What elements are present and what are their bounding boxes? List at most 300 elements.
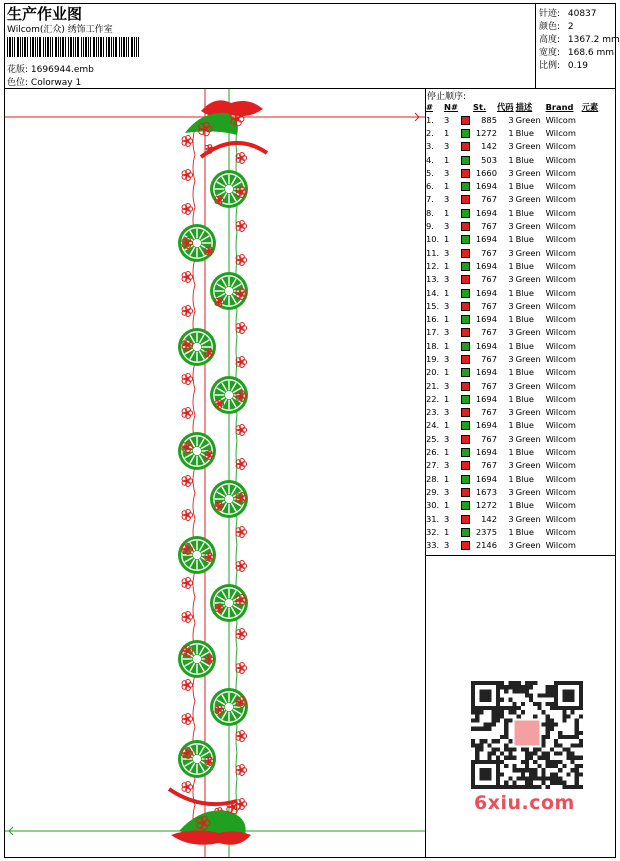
flower-center <box>239 666 243 670</box>
row-index: 26. <box>426 447 440 458</box>
row-description: Green <box>515 513 541 524</box>
qr-module <box>521 776 525 780</box>
qr-module <box>546 685 550 689</box>
row-brand: Wilcom <box>545 513 576 524</box>
qr-module <box>575 772 579 776</box>
qr-module <box>483 727 487 731</box>
qr-module <box>504 764 508 768</box>
qr-module <box>475 752 479 756</box>
qr-module <box>504 781 508 785</box>
row-description: Blue <box>515 314 534 325</box>
qr-module <box>533 752 537 756</box>
row-swatch <box>461 286 473 299</box>
qr-module <box>542 781 546 785</box>
barcode-bar <box>121 37 122 57</box>
qr-module <box>504 723 508 727</box>
color-swatch <box>461 488 470 497</box>
row-description: Green <box>515 274 541 285</box>
row-code: 3 <box>508 460 514 471</box>
row-element <box>582 379 610 392</box>
row-needle: 3 <box>444 167 450 178</box>
row-stitches: 767 <box>481 300 497 311</box>
row-description: Blue <box>515 340 534 351</box>
barcode-bar <box>47 37 49 57</box>
row-stitches: 1694 <box>475 207 497 218</box>
flower-center <box>185 139 189 143</box>
col-stitches: St. <box>473 101 487 112</box>
row-index: 13. <box>426 274 440 285</box>
qr-module <box>479 747 483 751</box>
qr-module <box>500 710 504 714</box>
flower-center <box>185 683 189 687</box>
qr-module <box>508 698 512 702</box>
flower-center <box>185 207 189 211</box>
barcode-bar <box>136 37 137 57</box>
row-code: 3 <box>508 540 514 551</box>
spec-label: 比例: <box>539 61 561 71</box>
qr-module <box>542 743 546 747</box>
row-stitches: 503 <box>481 154 497 165</box>
qr-module <box>533 681 537 685</box>
row-stitches: 142 <box>481 141 497 152</box>
row-stitches: 1673 <box>475 486 497 497</box>
row-element <box>582 512 610 525</box>
row-description: Green <box>515 167 541 178</box>
row-swatch <box>461 273 473 286</box>
qr-module <box>562 710 566 714</box>
qr-module <box>550 764 554 768</box>
page-title: 生产作业图 <box>7 5 83 23</box>
qr-module <box>529 776 533 780</box>
qr-module <box>512 689 516 693</box>
barcode-bar <box>138 37 139 57</box>
flower-center <box>185 547 189 551</box>
barcode-bar <box>75 37 76 57</box>
row-brand: Wilcom <box>545 353 576 364</box>
row-code: 3 <box>508 407 514 418</box>
row-code: 1 <box>508 314 514 325</box>
flower-center <box>185 785 189 789</box>
row-stitches: 1694 <box>475 234 497 245</box>
qr-module <box>521 689 525 693</box>
row-element <box>582 485 610 498</box>
row-brand: Wilcom <box>545 500 576 511</box>
qr-module <box>529 785 533 789</box>
qr-module <box>550 685 554 689</box>
row-element <box>582 419 610 432</box>
qr-module <box>525 752 529 756</box>
table-row <box>426 206 610 219</box>
row-swatch <box>461 419 473 432</box>
row-index: 11. <box>426 247 440 258</box>
barcode-bar <box>128 37 129 57</box>
barcode-bar <box>108 37 110 57</box>
row-swatch <box>461 406 473 419</box>
spec-value: 0.19 <box>567 61 588 71</box>
qr-module <box>550 718 554 722</box>
barcode-bar <box>126 37 127 57</box>
row-needle: 1 <box>444 260 450 271</box>
barcode-bar <box>77 37 79 57</box>
qr-module <box>579 772 583 776</box>
row-index: 20. <box>426 367 440 378</box>
row-brand: Wilcom <box>545 327 576 338</box>
row-code: 3 <box>508 433 514 444</box>
row-brand: Wilcom <box>545 154 576 165</box>
barcode-bar <box>65 37 66 57</box>
qr-module <box>575 756 579 760</box>
table-row <box>426 153 610 166</box>
medallion-center <box>225 703 233 711</box>
row-stitches: 1660 <box>475 167 497 178</box>
qr-module <box>529 781 533 785</box>
qr-module <box>550 702 554 706</box>
qr-module <box>525 785 529 789</box>
qr-module <box>529 752 533 756</box>
row-index: 9. <box>426 221 434 232</box>
color-swatch <box>461 315 470 324</box>
table-row <box>426 273 610 286</box>
medallion-center <box>193 343 201 351</box>
qr-finder-core <box>479 768 491 780</box>
row-code: 3 <box>508 353 514 364</box>
qr-module <box>546 760 550 764</box>
flower-center <box>185 377 189 381</box>
flower-center <box>239 496 243 500</box>
flower-center <box>207 249 210 252</box>
qr-module <box>471 727 475 731</box>
qr-module <box>566 772 570 776</box>
row-brand: Wilcom <box>545 407 576 418</box>
qr-module <box>525 689 529 693</box>
qr-module <box>550 747 554 751</box>
qr-module <box>575 723 579 727</box>
row-needle: 3 <box>444 194 450 205</box>
qr-module <box>475 718 479 722</box>
row-code: 1 <box>508 260 514 271</box>
color-swatch <box>461 142 470 151</box>
row-code: 1 <box>508 234 514 245</box>
qr-module <box>579 764 583 768</box>
col-code: 代码 <box>497 101 514 112</box>
row-stitches: 767 <box>481 407 497 418</box>
qr-module <box>542 739 546 743</box>
qr-module <box>488 727 492 731</box>
flower-center <box>239 462 243 466</box>
row-element <box>582 392 610 405</box>
row-stitches: 767 <box>481 353 497 364</box>
row-element <box>582 126 610 139</box>
row-index: 28. <box>426 473 440 484</box>
qr-module <box>504 735 508 739</box>
qr-module <box>575 727 579 731</box>
qr-module <box>575 764 579 768</box>
color-swatch <box>461 235 470 244</box>
flower-center <box>185 513 189 517</box>
qr-code <box>471 681 583 789</box>
flower-center <box>207 351 210 354</box>
colorway-name: Colorway 1 <box>30 78 82 88</box>
flower-center <box>185 343 189 347</box>
qr-module <box>508 752 512 756</box>
qr-module <box>550 776 554 780</box>
qr-module <box>566 752 570 756</box>
row-code: 1 <box>508 473 514 484</box>
row-element <box>582 113 610 126</box>
row-element <box>582 206 610 219</box>
qr-module <box>542 694 546 698</box>
qr-module <box>529 698 533 702</box>
flower-center <box>207 555 210 558</box>
barcode-bar <box>88 37 89 57</box>
embroidery-design-preview <box>5 89 425 857</box>
qr-module <box>483 739 487 743</box>
row-needle: 1 <box>444 393 450 404</box>
qr-module <box>579 739 583 743</box>
row-stitches: 767 <box>481 247 497 258</box>
spec-label: 颜色: <box>539 22 561 32</box>
color-swatch <box>461 408 470 417</box>
qr-module <box>512 685 516 689</box>
row-stitches: 1694 <box>475 393 497 404</box>
flower-center <box>207 657 210 660</box>
row-stitches: 1694 <box>475 340 497 351</box>
row-element <box>582 140 610 153</box>
vine-stem <box>236 129 237 831</box>
row-brand: Wilcom <box>545 221 576 232</box>
qr-module <box>488 723 492 727</box>
row-swatch <box>461 299 473 312</box>
table-row <box>426 326 610 339</box>
color-swatch <box>461 421 470 430</box>
row-index: 1. <box>426 114 434 125</box>
row-description: Blue <box>515 447 534 458</box>
row-swatch <box>461 166 473 179</box>
flower-center <box>201 821 206 826</box>
row-stitches: 767 <box>481 380 497 391</box>
qr-module <box>521 747 525 751</box>
flower-center <box>185 309 189 313</box>
qr-module <box>546 785 550 789</box>
row-stitches: 1694 <box>475 367 497 378</box>
qr-module <box>521 685 525 689</box>
qr-module <box>537 706 541 710</box>
row-swatch <box>461 179 473 192</box>
row-brand: Wilcom <box>545 433 576 444</box>
spec-width <box>539 45 614 58</box>
qr-module <box>550 772 554 776</box>
qr-module <box>500 752 504 756</box>
qr-module <box>558 731 562 735</box>
color-swatch <box>461 448 470 457</box>
row-code: 3 <box>508 114 514 125</box>
qr-module <box>496 739 500 743</box>
spec-divider <box>535 3 536 88</box>
color-swatch <box>461 342 470 351</box>
qr-module <box>566 735 570 739</box>
spec-label: 针迹: <box>539 9 561 19</box>
row-needle: 1 <box>444 207 450 218</box>
table-row <box>426 259 610 272</box>
table-row <box>426 193 610 206</box>
row-stitches: 1272 <box>475 500 497 511</box>
row-brand: Wilcom <box>545 540 576 551</box>
qr-module <box>525 747 529 751</box>
row-stitches: 767 <box>481 274 497 285</box>
qr-module <box>546 702 550 706</box>
qr-module <box>492 747 496 751</box>
qr-module <box>504 731 508 735</box>
barcode-bar <box>12 37 13 57</box>
table-row <box>426 126 610 139</box>
row-stitches: 1272 <box>475 127 497 138</box>
qr-module <box>512 781 516 785</box>
qr-module <box>521 710 525 714</box>
row-needle: 3 <box>444 486 450 497</box>
row-description: Blue <box>515 526 534 537</box>
qr-module <box>492 739 496 743</box>
barcode-bar <box>70 37 72 57</box>
qr-module <box>550 781 554 785</box>
qr-module <box>508 706 512 710</box>
table-row <box>426 312 610 325</box>
row-swatch <box>461 140 473 153</box>
flower-center <box>217 504 220 507</box>
flower-center <box>185 649 189 653</box>
row-index: 7. <box>426 194 434 205</box>
row-brand: Wilcom <box>545 473 576 484</box>
row-index: 30. <box>426 500 440 511</box>
row-description: Blue <box>515 154 534 165</box>
row-index: 21. <box>426 380 440 391</box>
qr-module <box>537 694 541 698</box>
row-brand: Wilcom <box>545 287 576 298</box>
qr-module <box>517 689 521 693</box>
spec-label: 宽度: <box>539 48 561 58</box>
row-stitches: 1694 <box>475 473 497 484</box>
row-brand: Wilcom <box>545 167 576 178</box>
barcode-bar <box>37 37 38 57</box>
row-index: 14. <box>426 287 440 298</box>
qr-module <box>579 714 583 718</box>
row-swatch <box>461 153 473 166</box>
table-header-row <box>426 100 610 113</box>
row-description: Blue <box>515 260 534 271</box>
row-stitches: 1694 <box>475 447 497 458</box>
color-swatch <box>461 541 470 550</box>
color-swatch <box>461 395 470 404</box>
col-description: 描述 <box>515 101 533 112</box>
qr-module <box>512 756 516 760</box>
qr-module <box>504 685 508 689</box>
row-needle: 1 <box>444 154 450 165</box>
qr-module <box>566 714 570 718</box>
qr-module <box>475 710 479 714</box>
row-brand: Wilcom <box>545 393 576 404</box>
qr-module <box>542 756 546 760</box>
row-element <box>582 166 610 179</box>
qr-module <box>546 694 550 698</box>
qr-module <box>500 681 504 685</box>
row-description: Blue <box>515 207 534 218</box>
qr-module <box>488 752 492 756</box>
row-description: Blue <box>515 367 534 378</box>
row-swatch <box>461 539 473 552</box>
qr-module <box>508 776 512 780</box>
row-element <box>582 539 610 552</box>
qr-module <box>554 764 558 768</box>
row-swatch <box>461 392 473 405</box>
table-row <box>426 539 610 552</box>
row-swatch <box>461 259 473 272</box>
qr-module <box>521 785 525 789</box>
qr-module <box>537 702 541 706</box>
qr-module <box>500 785 504 789</box>
company-name: Wilcom(汇众) 绣饰工作室 <box>7 25 113 35</box>
row-index: 4. <box>426 154 434 165</box>
row-element <box>582 432 610 445</box>
spec-label: 高度: <box>539 35 561 45</box>
spec-value: 40837 <box>567 9 597 19</box>
qr-module <box>550 694 554 698</box>
barcode-bar <box>83 37 84 57</box>
col-element: 元素 <box>581 101 599 112</box>
row-swatch <box>461 472 473 485</box>
medallion-center <box>193 447 201 455</box>
qr-module <box>508 739 512 743</box>
qr-module <box>504 706 508 710</box>
qr-module <box>533 760 537 764</box>
medallion-center <box>225 185 233 193</box>
row-brand: Wilcom <box>545 274 576 285</box>
barcode-bar <box>90 37 91 57</box>
row-swatch <box>461 326 473 339</box>
table-row <box>426 445 610 458</box>
flower-center <box>185 581 189 585</box>
stops-title: 停止顺序: <box>427 92 467 102</box>
barcode-bar <box>30 37 31 57</box>
row-code: 1 <box>508 154 514 165</box>
row-element <box>582 499 610 512</box>
row-index: 19. <box>426 353 440 364</box>
qr-module <box>492 752 496 756</box>
qr-module <box>475 747 479 751</box>
flower-center <box>239 360 243 364</box>
qr-module <box>500 772 504 776</box>
row-code: 3 <box>508 167 514 178</box>
color-swatch <box>461 209 470 218</box>
row-needle: 3 <box>444 353 450 364</box>
table-row <box>426 512 610 525</box>
qr-module <box>496 718 500 722</box>
qr-module <box>558 752 562 756</box>
row-brand: Wilcom <box>545 260 576 271</box>
qr-module <box>554 781 558 785</box>
row-index: 25. <box>426 433 440 444</box>
table-row <box>426 419 610 432</box>
qr-module <box>546 718 550 722</box>
qr-module <box>508 710 512 714</box>
table-row <box>426 379 610 392</box>
qr-module <box>529 694 533 698</box>
flower-center <box>239 224 243 228</box>
qr-module <box>533 776 537 780</box>
qr-module <box>525 764 529 768</box>
qr-module <box>492 714 496 718</box>
row-description: Blue <box>515 420 534 431</box>
qr-module <box>550 760 554 764</box>
row-code: 3 <box>508 194 514 205</box>
